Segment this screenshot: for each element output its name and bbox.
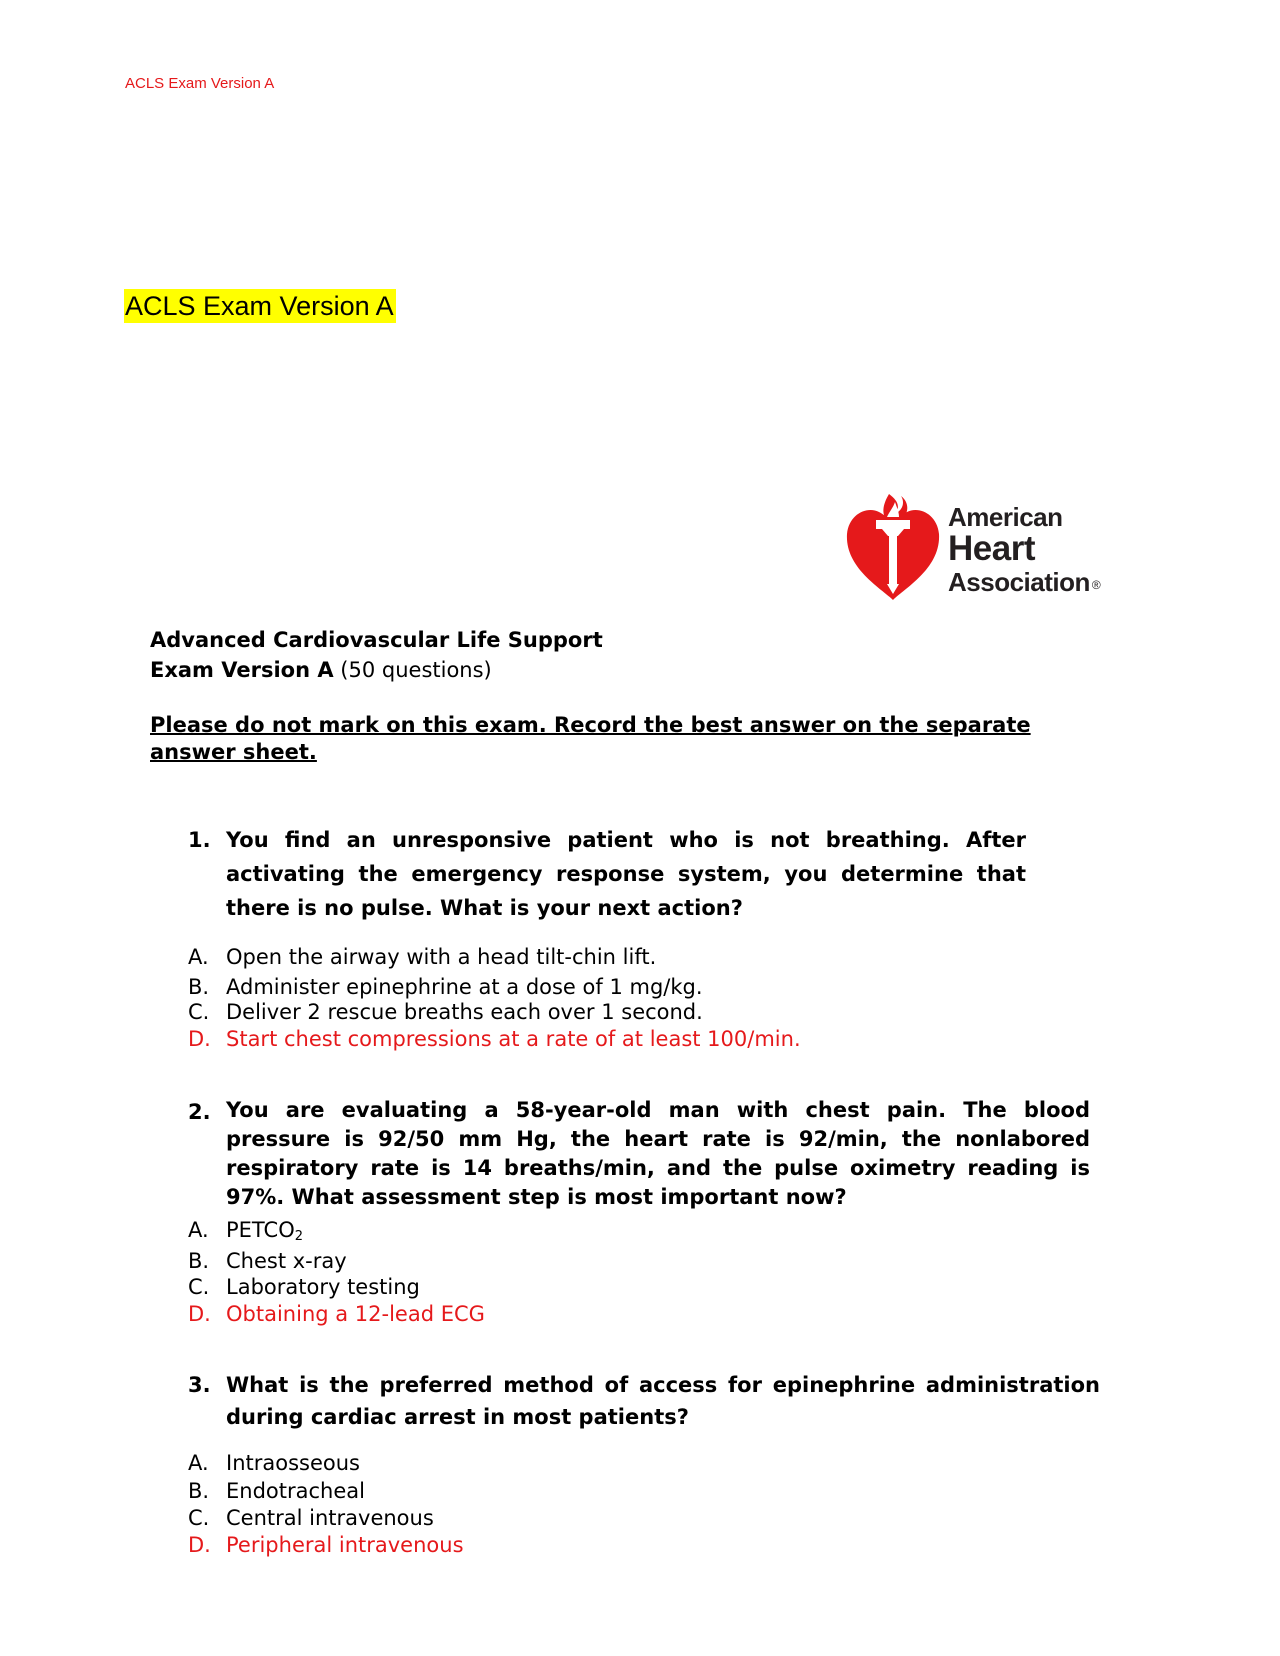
option-a xyxy=(188,1451,360,1475)
option-text: PETCO xyxy=(226,1218,295,1242)
option-d-correct xyxy=(188,1302,485,1326)
option-text: Administer epinephrine at a dose of 1 mg/kg. xyxy=(226,975,703,999)
option-text: Peripheral intravenous xyxy=(226,1533,464,1557)
question-number: 3. xyxy=(188,1373,211,1397)
option-letter: A. xyxy=(188,1451,209,1475)
logo-wordmark xyxy=(948,502,1100,601)
logo-word-heart: Heart xyxy=(948,529,1035,568)
option-text: Start chest compressions at a rate of at least 100/min. xyxy=(226,1027,801,1051)
option-text: Deliver 2 rescue breaths each over 1 second. xyxy=(226,1000,703,1024)
option-text: Chest x-ray xyxy=(226,1249,347,1273)
question-number: 2. xyxy=(188,1100,211,1124)
option-text: Intraosseous xyxy=(226,1451,360,1475)
option-subscript: 2 xyxy=(294,1229,304,1244)
question-text: What is the preferred method of access for epinephrine administration during cardiac arrest in most patients? xyxy=(226,1373,1100,1429)
exam-version-line xyxy=(150,658,492,682)
option-text: Endotracheal xyxy=(226,1479,365,1503)
heart-torch-icon xyxy=(843,490,943,608)
option-text: Central intravenous xyxy=(226,1506,434,1530)
option-letter: D. xyxy=(188,1027,211,1051)
option-letter: C. xyxy=(188,1000,210,1024)
highlighted-title: ACLS Exam Version A xyxy=(125,291,394,321)
option-letter: B. xyxy=(188,1479,210,1503)
option-text: Laboratory testing xyxy=(226,1275,420,1299)
logo-word-association-text: Association xyxy=(948,567,1090,597)
question-count: (50 questions) xyxy=(340,658,492,682)
option-b xyxy=(188,1249,347,1273)
aha-logo xyxy=(843,490,1143,608)
option-a xyxy=(188,1218,303,1244)
option-letter: A. xyxy=(188,1218,209,1242)
logo-word-association xyxy=(948,566,1100,601)
option-text: Open the airway with a head tilt-chin lift. xyxy=(226,945,657,969)
running-header: ACLS Exam Version A xyxy=(125,75,275,92)
logo-word-american: American xyxy=(948,502,1063,532)
option-a xyxy=(188,945,656,969)
question-number: 1. xyxy=(188,828,211,852)
option-b xyxy=(188,1479,365,1503)
option-c xyxy=(188,1506,434,1530)
option-letter: B. xyxy=(188,975,210,999)
option-letter: C. xyxy=(188,1275,210,1299)
option-letter: D. xyxy=(188,1533,211,1557)
question-text: You are evaluating a 58-year-old man with chest pain. The blood pressure is 92/50 mm Hg, the heart rate is 92/min, the nonlabored respiratory rate is 14 breaths/min, and the pulse oximetry reading is 97%. What assessment step is most important now? xyxy=(226,1098,1090,1209)
option-letter: B. xyxy=(188,1249,210,1273)
option-d-correct xyxy=(188,1533,464,1557)
exam-version-label: Exam Version A xyxy=(150,658,334,682)
option-text: Obtaining a 12-lead ECG xyxy=(226,1302,485,1326)
option-letter: C. xyxy=(188,1506,210,1530)
exam-instruction: Please do not mark on this exam. Record the best answer on the separate answer sheet. xyxy=(150,713,1031,764)
option-c xyxy=(188,1000,703,1024)
registered-mark: ® xyxy=(1091,578,1101,592)
option-letter: A. xyxy=(188,945,209,969)
course-title: Advanced Cardiovascular Life Support xyxy=(150,628,603,652)
option-c xyxy=(188,1275,420,1299)
option-letter: D. xyxy=(188,1302,211,1326)
option-d-correct xyxy=(188,1027,801,1051)
question-text: You find an unresponsive patient who is not breathing. After activating the emergency response system, you determine that there is no pulse. What is your next action? xyxy=(226,828,1026,920)
option-b xyxy=(188,975,703,999)
